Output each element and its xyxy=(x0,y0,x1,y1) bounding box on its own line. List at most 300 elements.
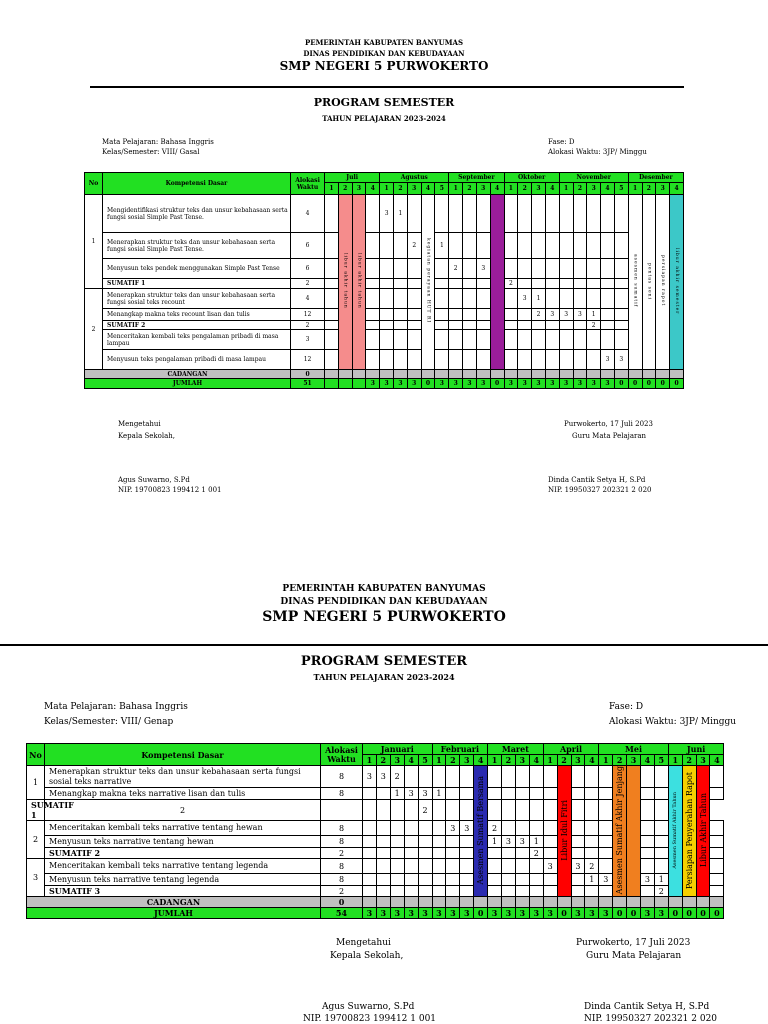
kelas-label: Kelas/Semester: VIII/ Genap xyxy=(44,717,174,727)
week-cell: 3 xyxy=(543,859,557,874)
week-cell xyxy=(587,350,601,370)
week-cell xyxy=(376,886,390,897)
week-cell xyxy=(559,259,573,279)
band-label: persiapan rapot xyxy=(660,255,666,307)
week-cell xyxy=(394,259,408,279)
jumlah-row xyxy=(27,908,724,919)
week-cell xyxy=(502,821,516,836)
week-cell xyxy=(404,821,418,836)
week-cell xyxy=(449,233,463,259)
header-divider xyxy=(0,644,768,646)
school-name: SMP NEGERI 5 PURWOKERTO xyxy=(262,609,506,625)
band-label: Asesmen Sumatif Akhir Jenjang xyxy=(615,766,625,895)
month-header: Mei xyxy=(599,744,668,755)
sign-right-1: Purwokerto, 17 Juli 2023 xyxy=(576,938,691,948)
header-kd: Kompetensi Dasar xyxy=(103,173,291,195)
week-number: 3 xyxy=(656,183,670,195)
jumlah-value: 51 xyxy=(291,379,325,389)
week-cell xyxy=(573,350,587,370)
week-number: 4 xyxy=(670,183,684,195)
schedule-band xyxy=(613,766,627,897)
week-cell xyxy=(559,233,573,259)
week-cell xyxy=(460,848,474,859)
week-cell xyxy=(363,874,377,886)
week-cell xyxy=(463,350,477,370)
week-cell xyxy=(394,233,408,259)
week-total: 0 xyxy=(670,379,684,389)
week-cell xyxy=(518,350,532,370)
week-cell xyxy=(446,886,460,897)
week-cell: 3 xyxy=(460,821,474,836)
week-cell xyxy=(380,309,394,321)
week-cell xyxy=(543,874,557,886)
week-cell xyxy=(449,195,463,233)
week-cell xyxy=(601,321,615,330)
week-cell xyxy=(654,859,668,874)
week-cell xyxy=(446,836,460,848)
week-total: 3 xyxy=(376,908,390,919)
week-cell xyxy=(366,321,380,330)
week-cell xyxy=(476,279,490,289)
band-label: Asesmen Sumatif Akhir Tahun xyxy=(672,791,679,869)
schedule-band xyxy=(670,195,684,370)
week-cell: 3 xyxy=(614,350,628,370)
week-cell xyxy=(518,279,532,289)
band-label: libur akhir semester xyxy=(674,247,680,315)
week-cell xyxy=(545,259,559,279)
week-cell xyxy=(614,259,628,279)
band-label: Libur Akhir Tahun xyxy=(698,793,708,868)
week-number: 2 xyxy=(338,183,352,195)
week-cell xyxy=(325,259,339,279)
week-cell xyxy=(446,848,460,859)
week-cell xyxy=(585,886,599,897)
table-row xyxy=(85,195,684,233)
week-cell xyxy=(366,350,380,370)
alokasi-value: 8 xyxy=(321,766,363,788)
sign-right-nip: NIP. 19950327 202321 2 020 xyxy=(548,486,652,494)
week-cell xyxy=(502,859,516,874)
week-cell xyxy=(404,836,418,848)
week-cell xyxy=(573,330,587,350)
week-cell xyxy=(449,330,463,350)
week-cell xyxy=(504,309,518,321)
week-number: 3 xyxy=(571,755,585,766)
week-cell xyxy=(376,836,390,848)
week-cell xyxy=(571,821,585,836)
week-cell xyxy=(710,821,724,836)
sign-left-1: Mengetahui xyxy=(118,420,161,428)
week-cell xyxy=(585,848,599,859)
week-cell xyxy=(515,859,529,874)
week-cell xyxy=(587,233,601,259)
kd-text: Menerapkan struktur teks dan unsur kebahasaan serta fungsi sosial teks narrative xyxy=(45,766,321,788)
week-cell xyxy=(710,836,724,848)
week-cell xyxy=(380,279,394,289)
week-cell xyxy=(363,886,377,897)
week-cell xyxy=(476,233,490,259)
week-cell xyxy=(559,279,573,289)
week-cell xyxy=(460,874,474,886)
week-cell xyxy=(545,330,559,350)
week-cell xyxy=(654,848,668,859)
week-cell xyxy=(446,859,460,874)
week-total: 3 xyxy=(599,908,613,919)
mapel-label: Mata Pelajaran: Bahasa Inggris xyxy=(44,702,188,712)
week-cell xyxy=(518,370,532,379)
week-cell xyxy=(418,766,432,788)
school-name: SMP NEGERI 5 PURWOKERTO xyxy=(279,59,489,73)
kd-text: SUMATIF 1 xyxy=(103,279,291,289)
week-number: 1 xyxy=(325,183,339,195)
week-number: 2 xyxy=(446,755,460,766)
week-cell xyxy=(363,836,377,848)
week-number: 5 xyxy=(418,755,432,766)
week-cell xyxy=(407,195,421,233)
week-cell xyxy=(627,897,641,908)
week-cell xyxy=(640,766,654,788)
week-cell xyxy=(407,309,421,321)
week-cell xyxy=(407,350,421,370)
week-number: 1 xyxy=(668,755,682,766)
week-cell xyxy=(380,321,394,330)
week-cell xyxy=(449,289,463,309)
week-cell xyxy=(504,321,518,330)
cadangan-value: 0 xyxy=(291,370,325,379)
header-kd: Kompetensi Dasar xyxy=(45,744,321,766)
week-cell: 1 xyxy=(532,289,546,309)
table-row xyxy=(85,309,684,321)
week-cell xyxy=(543,848,557,859)
week-total: 0 xyxy=(490,379,504,389)
week-cell xyxy=(366,370,380,379)
kelas-label: Kelas/Semester: VIII/ Gasal xyxy=(102,148,200,156)
week-cell xyxy=(502,788,516,800)
month-header: Agustus xyxy=(380,173,449,183)
program-table xyxy=(84,172,684,389)
alokasi-value: 12 xyxy=(291,309,325,321)
alokasi-value: 2 xyxy=(321,848,363,859)
cadangan-label: CADANGAN xyxy=(27,897,321,908)
week-cell xyxy=(696,897,710,908)
kd-text: Menceritakan kembali teks narrative tentang hewan xyxy=(45,821,321,836)
semester-genap-page xyxy=(0,560,768,1024)
week-cell xyxy=(573,370,587,379)
week-cell xyxy=(710,848,724,859)
sign-left-1: Mengetahui xyxy=(336,938,391,948)
week-cell xyxy=(476,370,490,379)
sign-right-2: Guru Mata Pelajaran xyxy=(572,432,647,440)
week-cell xyxy=(515,874,529,886)
week-cell xyxy=(488,788,502,800)
week-cell xyxy=(710,897,724,908)
week-cell xyxy=(502,848,516,859)
week-total: 3 xyxy=(463,379,477,389)
kd-text: Menyusun teks narrative tentang hewan xyxy=(45,836,321,848)
week-cell xyxy=(654,836,668,848)
week-total: 0 xyxy=(710,908,724,919)
week-cell xyxy=(654,788,668,800)
kd-text: SUMATIF 1 xyxy=(27,800,45,821)
gov-name: PEMERINTAH KABUPATEN BANYUMAS xyxy=(282,584,486,594)
week-cell xyxy=(502,886,516,897)
week-number: 4 xyxy=(710,755,724,766)
week-number: 5 xyxy=(614,183,628,195)
week-cell xyxy=(532,233,546,259)
week-cell: 2 xyxy=(585,859,599,874)
week-cell xyxy=(418,874,432,886)
week-total: 3 xyxy=(587,379,601,389)
week-cell: 1 xyxy=(488,836,502,848)
schedule-band xyxy=(557,766,571,897)
week-cell xyxy=(376,788,390,800)
week-cell xyxy=(325,233,339,259)
week-cell xyxy=(394,330,408,350)
week-cell xyxy=(390,836,404,848)
week-number: 4 xyxy=(585,755,599,766)
week-cell: 1 xyxy=(529,836,543,848)
schedule-band xyxy=(474,766,488,897)
week-total: 3 xyxy=(545,379,559,389)
week-number: 5 xyxy=(654,755,668,766)
week-cell xyxy=(599,848,613,859)
week-cell: 1 xyxy=(394,195,408,233)
week-cell xyxy=(585,836,599,848)
week-cell xyxy=(614,330,628,350)
header-divider xyxy=(90,86,684,88)
week-cell xyxy=(390,897,404,908)
week-cell xyxy=(545,233,559,259)
week-cell xyxy=(668,897,682,908)
week-cell xyxy=(614,233,628,259)
week-cell xyxy=(476,289,490,309)
week-cell xyxy=(543,836,557,848)
week-total: 3 xyxy=(404,908,418,919)
week-cell xyxy=(390,859,404,874)
week-cell xyxy=(587,289,601,309)
week-cell xyxy=(601,330,615,350)
week-cell xyxy=(515,766,529,788)
alokasi-value: 3 xyxy=(291,330,325,350)
week-cell xyxy=(432,821,446,836)
week-cell xyxy=(614,289,628,309)
week-cell: 3 xyxy=(559,309,573,321)
week-cell xyxy=(432,859,446,874)
alokasi-value: 8 xyxy=(321,836,363,848)
week-cell xyxy=(710,874,724,886)
week-cell xyxy=(543,800,557,821)
week-cell xyxy=(573,321,587,330)
week-cell xyxy=(656,370,670,379)
week-cell xyxy=(325,330,339,350)
week-cell xyxy=(601,195,615,233)
week-cell xyxy=(418,821,432,836)
table-row xyxy=(27,766,724,788)
cadangan-row xyxy=(85,370,684,379)
week-cell: 2 xyxy=(587,321,601,330)
week-cell xyxy=(460,800,474,821)
week-cell: 3 xyxy=(545,309,559,321)
cadangan-value: 0 xyxy=(321,897,363,908)
week-cell xyxy=(407,289,421,309)
week-total: 3 xyxy=(390,908,404,919)
week-cell xyxy=(518,309,532,321)
week-cell xyxy=(366,330,380,350)
week-total: 3 xyxy=(502,908,516,919)
week-cell xyxy=(488,800,502,821)
week-cell xyxy=(418,886,432,897)
alokasi-value: 12 xyxy=(291,350,325,370)
week-cell xyxy=(599,859,613,874)
kd-text: SUMATIF 3 xyxy=(45,886,321,897)
week-cell xyxy=(435,309,449,321)
week-number: 3 xyxy=(476,183,490,195)
week-cell xyxy=(463,321,477,330)
week-cell xyxy=(585,766,599,788)
alokasi-value: 6 xyxy=(291,259,325,279)
band-label: Libur Idul Fitri xyxy=(559,799,569,861)
week-cell xyxy=(585,821,599,836)
week-cell xyxy=(545,289,559,309)
week-cell xyxy=(545,350,559,370)
week-total: 3 xyxy=(543,908,557,919)
week-cell xyxy=(404,766,418,788)
alokasi-value: 2 xyxy=(45,800,321,821)
week-total: 0 xyxy=(642,379,656,389)
week-cell xyxy=(559,350,573,370)
week-number: 2 xyxy=(394,183,408,195)
week-cell xyxy=(490,370,504,379)
week-cell: 1 xyxy=(587,309,601,321)
week-cell xyxy=(488,874,502,886)
week-number: 2 xyxy=(682,755,696,766)
kd-text: Menyusun teks narrative tentang legenda xyxy=(45,874,321,886)
week-cell xyxy=(418,836,432,848)
week-cell xyxy=(460,897,474,908)
week-cell xyxy=(380,289,394,309)
week-cell xyxy=(380,350,394,370)
week-cell xyxy=(587,195,601,233)
week-cell xyxy=(446,800,460,821)
kd-text: Menerapkan struktur teks dan unsur kebahasaan serta fungsi sosial teks recount xyxy=(103,289,291,309)
week-number: 2 xyxy=(502,755,516,766)
week-number: 4 xyxy=(366,183,380,195)
alokasi-value: 6 xyxy=(291,233,325,259)
week-cell xyxy=(463,309,477,321)
dept-name: DINAS PENDIDIKAN DAN KEBUDAYAAN xyxy=(303,49,465,58)
week-cell xyxy=(529,788,543,800)
week-cell xyxy=(559,330,573,350)
table-row xyxy=(85,289,684,309)
week-cell xyxy=(460,788,474,800)
doc-year: TAHUN PELAJARAN 2023-2024 xyxy=(322,114,446,123)
week-cell xyxy=(504,330,518,350)
week-cell xyxy=(682,897,696,908)
week-cell xyxy=(518,259,532,279)
week-cell xyxy=(532,321,546,330)
week-cell xyxy=(654,897,668,908)
week-cell: 3 xyxy=(404,788,418,800)
week-cell xyxy=(532,350,546,370)
week-cell xyxy=(614,279,628,289)
week-cell xyxy=(543,897,557,908)
week-cell xyxy=(394,350,408,370)
month-header: Juni xyxy=(668,744,724,755)
month-header: Maret xyxy=(488,744,544,755)
month-header: Oktober xyxy=(504,173,559,183)
week-cell xyxy=(573,279,587,289)
week-cell xyxy=(599,836,613,848)
week-cell xyxy=(571,848,585,859)
month-header: Januari xyxy=(363,744,433,755)
week-cell xyxy=(376,874,390,886)
week-cell xyxy=(446,874,460,886)
dept-name: DINAS PENDIDIKAN DAN KEBUDAYAAN xyxy=(280,597,488,607)
week-cell xyxy=(404,848,418,859)
week-cell xyxy=(352,370,366,379)
week-cell xyxy=(435,350,449,370)
kd-text: Menceritakan kembali teks pengalaman pribadi di masa lampau xyxy=(103,330,291,350)
week-cell: 3 xyxy=(515,836,529,848)
week-cell xyxy=(488,766,502,788)
week-number: 1 xyxy=(363,755,377,766)
alokasi-value: 8 xyxy=(321,874,363,886)
fase-label: Fase: D xyxy=(548,138,575,146)
week-cell xyxy=(640,859,654,874)
sign-left-nip: NIP. 19700823 199412 1 001 xyxy=(303,1014,437,1024)
kd-text: Mengidentifikasi struktur teks dan unsur kebahasaan serta fungsi sosial Simple Past Tense. xyxy=(103,195,291,233)
week-cell xyxy=(601,259,615,279)
week-number: 3 xyxy=(407,183,421,195)
week-cell xyxy=(366,289,380,309)
alokasi-value: 8 xyxy=(321,788,363,800)
week-cell xyxy=(407,279,421,289)
table-row xyxy=(85,279,684,289)
week-cell xyxy=(476,330,490,350)
week-number: 3 xyxy=(587,183,601,195)
week-cell xyxy=(599,788,613,800)
week-cell xyxy=(559,195,573,233)
week-number: 5 xyxy=(435,183,449,195)
week-cell xyxy=(380,370,394,379)
week-total: 3 xyxy=(518,379,532,389)
week-cell xyxy=(404,874,418,886)
doc-year: TAHUN PELAJARAN 2023-2024 xyxy=(313,672,455,682)
month-header: Desember xyxy=(628,173,683,183)
week-cell xyxy=(325,279,339,289)
week-cell xyxy=(545,279,559,289)
week-cell xyxy=(432,836,446,848)
week-number: 2 xyxy=(573,183,587,195)
week-cell xyxy=(380,233,394,259)
doc-title: PROGRAM SEMESTER xyxy=(300,654,468,669)
week-number: 1 xyxy=(504,183,518,195)
week-cell xyxy=(488,859,502,874)
week-cell xyxy=(654,821,668,836)
week-cell xyxy=(601,233,615,259)
week-cell xyxy=(571,874,585,886)
week-cell: 2 xyxy=(390,766,404,788)
week-cell xyxy=(366,259,380,279)
week-cell xyxy=(390,886,404,897)
week-cell xyxy=(394,289,408,309)
week-cell xyxy=(463,279,477,289)
week-cell xyxy=(476,309,490,321)
week-cell xyxy=(573,289,587,309)
week-cell xyxy=(518,195,532,233)
week-cell xyxy=(449,309,463,321)
week-total: 0 xyxy=(628,379,642,389)
